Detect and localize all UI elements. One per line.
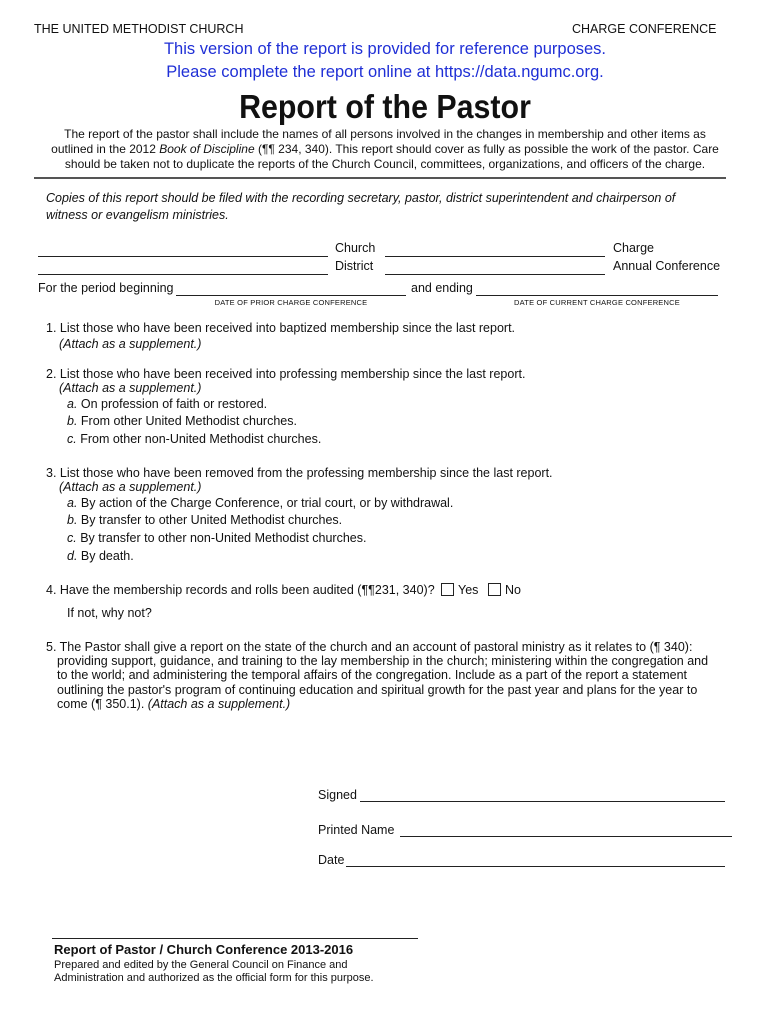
church-label: Church xyxy=(335,241,376,255)
copies-note-line-1: Copies of this report should be filed with the recording secretary, pastor, district superintendent and chairperson of xyxy=(46,191,676,205)
sub-letter: c. xyxy=(67,531,77,545)
no-checkbox[interactable] xyxy=(488,583,501,596)
intro-text: outlined in the 2012 xyxy=(51,142,160,156)
signed-label: Signed xyxy=(318,788,357,802)
item-5-line-4: outlining the pastor's program of continuing education and spiritual growth for the past year and plans for the year to xyxy=(57,683,698,697)
district-label: District xyxy=(335,259,374,273)
no-label: No xyxy=(505,583,521,597)
annual-conference-input[interactable] xyxy=(385,274,605,275)
footer-rule xyxy=(52,938,418,939)
charge-label: Charge xyxy=(613,241,654,255)
sub-text: By transfer to other United Methodist churches. xyxy=(77,513,343,527)
charge-input[interactable] xyxy=(385,256,605,257)
item-2c xyxy=(67,432,321,447)
item-3c xyxy=(67,531,366,546)
item-3b xyxy=(67,513,342,528)
header-right: CHARGE CONFERENCE xyxy=(572,22,717,36)
sub-letter: d. xyxy=(67,549,78,563)
period-end-label: and ending xyxy=(411,281,473,295)
footer-line-2: Administration and authorized as the official form for this purpose. xyxy=(54,972,374,984)
header-left: THE UNITED METHODIST CHURCH xyxy=(34,22,244,36)
intro-line-2 xyxy=(40,142,730,157)
item-1-note: (Attach as a supplement.) xyxy=(59,337,202,351)
period-begin-label: For the period beginning xyxy=(38,281,174,295)
intro-paragraph xyxy=(40,127,730,172)
printed-name-label: Printed Name xyxy=(318,823,395,837)
item-4-text: 4. Have the membership records and rolls been audited (¶¶231, 340)? xyxy=(46,583,435,597)
intro-line-1: The report of the pastor shall include the names of all persons involved in the changes in membership and other items as xyxy=(64,127,706,141)
footer-title: Report of Pastor / Church Conference 2013-2016 xyxy=(54,942,354,957)
copies-note xyxy=(46,190,726,224)
item-5-text: come (¶ 350.1). xyxy=(57,697,148,711)
signed-input[interactable] xyxy=(360,801,725,802)
sub-text: From other United Methodist churches. xyxy=(77,414,297,428)
sub-text: On profession of faith or restored. xyxy=(77,397,268,411)
item-5-note: (Attach as a supplement.) xyxy=(147,697,291,711)
footer-line-1: Prepared and edited by the General Council on Finance and xyxy=(54,959,348,971)
item-5-line-5 xyxy=(57,697,290,712)
item-5-line-1: 5. The Pastor shall give a report on the state of the church and an account of pastoral ministry as it relates to (¶ 340): xyxy=(46,640,693,654)
copies-note-line-2: witness or evangelism ministries. xyxy=(46,208,229,222)
item-3-note: (Attach as a supplement.) xyxy=(59,480,202,494)
sub-letter: b. xyxy=(67,513,78,527)
sub-letter: a. xyxy=(67,397,78,411)
sub-text: By death. xyxy=(77,549,134,563)
intro-line-3: should be taken not to duplicate the reports of the Church Council, committees, organizations, and officers of the charge. xyxy=(64,157,706,171)
district-input[interactable] xyxy=(38,274,328,275)
annual-conference-label: Annual Conference xyxy=(613,259,721,273)
item-3d xyxy=(67,549,134,564)
notice-line-2: Please complete the report online at https://data.ngumc.org. xyxy=(166,63,604,81)
date-label: Date xyxy=(318,853,345,867)
yes-checkbox[interactable] xyxy=(441,583,454,596)
printed-name-input[interactable] xyxy=(400,836,732,837)
item-3a xyxy=(67,496,453,511)
yes-label: Yes xyxy=(458,583,479,597)
intro-text: (¶¶ 234, 340). This report should cover as fully as possible the work of the pastor. Care xyxy=(254,142,719,156)
period-end-input[interactable] xyxy=(476,295,718,296)
item-5-line-3: to the world; and administering the temporal affairs of the congregation. Include as a part of the report a statement xyxy=(57,668,687,682)
period-begin-caption: DATE OF PRIOR CHARGE CONFERENCE xyxy=(214,298,368,307)
item-2-note: (Attach as a supplement.) xyxy=(59,381,202,395)
sub-letter: b. xyxy=(67,414,78,428)
item-2b xyxy=(67,414,297,429)
item-2a xyxy=(67,397,267,412)
period-begin-input[interactable] xyxy=(176,295,406,296)
sub-text: By transfer to other non-United Methodist churches. xyxy=(76,531,367,545)
item-1-text: 1. List those who have been received into baptized membership since the last report. xyxy=(46,321,516,335)
period-end-caption: DATE OF CURRENT CHARGE CONFERENCE xyxy=(514,298,680,307)
notice-line-1: This version of the report is provided for reference purposes. xyxy=(163,40,607,58)
item-5-line-2: providing support, guidance, and training to the lay membership in the church; ministering within the congregation and xyxy=(57,654,709,668)
section-divider xyxy=(34,177,726,179)
item-3-text: 3. List those who have been removed from the professing membership since the last report. xyxy=(46,466,553,480)
sub-letter: a. xyxy=(67,496,78,510)
sub-letter: c. xyxy=(67,432,77,446)
item-2-text: 2. List those who have been received into professing membership since the last report. xyxy=(46,367,526,381)
sub-text: From other non-United Methodist churches. xyxy=(76,432,322,446)
item-4-followup: If not, why not? xyxy=(67,606,152,620)
date-input[interactable] xyxy=(346,866,725,867)
page-title: Report of the Pastor xyxy=(239,88,531,125)
book-of-discipline: Book of Discipline xyxy=(159,142,255,156)
church-input[interactable] xyxy=(38,256,328,257)
sub-text: By action of the Charge Conference, or trial court, or by withdrawal. xyxy=(77,496,454,510)
